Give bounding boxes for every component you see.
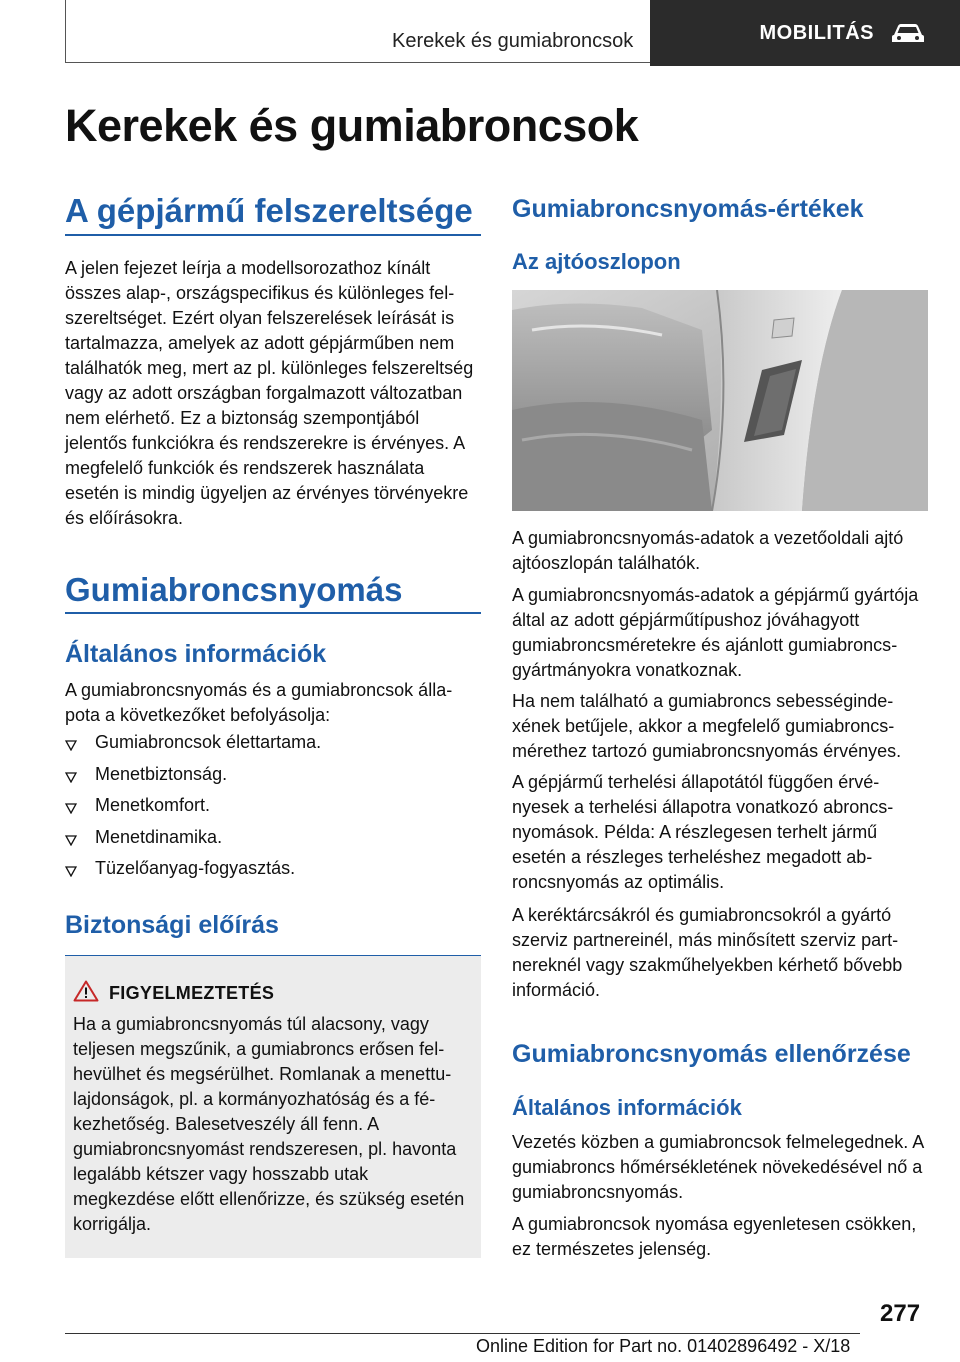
list-item (65, 856, 481, 888)
triangle-bullet-icon (65, 825, 95, 853)
pillar-paragraph-3: Ha nem található a gumiabroncs sebességindexének betűjele, akkor a megfelelő gumiabroncsmérethez tartozó gumiabroncsnyomás érvényes. (512, 691, 902, 761)
footer-rule (65, 1333, 860, 1334)
page-number: 277 (880, 1300, 921, 1327)
triangle-bullet-icon (65, 762, 95, 790)
check-general-heading: Általános információk (512, 1095, 742, 1120)
car-icon (890, 21, 926, 45)
header-left-rule (65, 0, 66, 62)
equipment-heading-rule (65, 234, 481, 236)
warning-title: FIGYELMEZTETÉS (109, 983, 275, 1003)
warning-text: Ha a gumiabroncsnyomás túl alacsony, vagy teljesen megszűnik, a gumiabroncs erősen felhevülhet és megsérülhet. Romlanak a menettulajdonságok, pl. a kormányozhatóság és a fékezhetőség. Balesetveszély áll fenn. A gumiabroncsnyomást rendszeresen, pl. havonta legalább kétszer vagy hosszabb utak megkezdése előtt ellenőrizze, és szükség esetén korrigálja. (73, 1014, 465, 1234)
footer-edition: Online Edition for Part no. 01402896492 - X/18 (476, 1336, 851, 1356)
door-pillar-photo (512, 290, 928, 511)
list-item-text: Gumiabroncsok élettartama. (95, 732, 322, 752)
header-bottom-rule (65, 62, 650, 63)
safety-heading: Biztonsági előírás (65, 911, 279, 939)
general-info-heading: Általános információk (65, 640, 327, 668)
list-item (65, 730, 481, 762)
warning-box (65, 956, 481, 1258)
list-item-text: Menetbiztonság. (95, 763, 228, 784)
equipment-paragraph: A jelen fejezet leírja a modellsorozathoz kínált összes alap-, országspecifikus és különleges felszereltséget. Ezért olyan felszerelések leírását is tartalmazza, amelyek az adott gépjárműben nem találhatók meg, mert az pl. különleges felszereltség vagy az adott országban forgalmazott változatban nem elérhető. Ez a biztonság szempontjából jelentős funkciókra és rendszerekre is érvényes. A megfelelő funkciók és rendszerek használata esetén is mindig ügyeljen az érvényes törvényekre és előírásokra. (65, 258, 474, 528)
pillar-paragraph-1: A gumiabroncsnyomás-adatok a vezetőoldali ajtó ajtóoszlopán találhatók. (512, 528, 904, 573)
pillar-paragraph-2: A gumiabroncsnyomás-adatok a gépjármű gyártója által az adott gépjárműtípushoz jóváhagyott gumiabroncsméretekre és ajánlott gumiabroncsgyártmányokra vonatkoznak. (512, 585, 919, 680)
triangle-bullet-icon (65, 793, 95, 821)
pressure-heading-rule (65, 612, 481, 614)
list-item (65, 762, 481, 794)
list-item (65, 825, 481, 857)
list-item-text: Menetdinamika. (95, 826, 223, 847)
pressure-check-heading: Gumiabroncsnyomás ellenőrzése (512, 1040, 911, 1068)
door-pillar-heading: Az ajtóoszlopon (512, 249, 681, 274)
pressure-values-heading: Gumiabroncsnyomás-értékek (512, 195, 864, 223)
triangle-bullet-icon (65, 856, 95, 884)
warning-title-row (73, 980, 473, 1007)
header-section-badge (650, 0, 960, 66)
header-section-title: Kerekek és gumiabroncsok (392, 30, 634, 52)
warning-triangle-icon (73, 980, 109, 1007)
check-paragraph-2: A gumiabroncsok nyomása egyenletesen csökken, ez természetes jelenség. (512, 1214, 917, 1259)
list-item-text: Tüzelőanyag-fogyasztás. (95, 858, 296, 878)
pillar-paragraph-4: A gépjármű terhelési állapotától függően érvényesek a terhelési állapotra vonatkozó abroncsnyomások. Példa: A részlegesen terhelt jármű esetén a részleges terheléshez megadott abroncsnyomás az optimális. (512, 772, 894, 892)
equipment-heading: A gépjármű felszereltsége (65, 192, 473, 229)
list-item-text: Menetkomfort. (95, 795, 211, 815)
check-paragraph-1: Vezetés közben a gumiabroncsok felmelegednek. A gumiabroncs hőmérsékletének növekedésével nő a gumiabroncsnyomás. (512, 1132, 924, 1202)
chapter-title: Kerekek és gumiabroncsok (65, 100, 639, 151)
pressure-heading: Gumiabroncsnyomás (65, 571, 403, 608)
triangle-bullet-icon (65, 730, 95, 758)
pillar-paragraph-5: A keréktárcsákról és gumiabroncsokról a gyártó szerviz partnereinél, más minősített szerviz partnereknél vagy szakműhelyekben kérhető bővebb információ. (512, 905, 903, 1000)
header-badge-label: MOBILITÁS (759, 21, 874, 44)
general-info-paragraph: A gumiabroncsnyomás és a gumiabroncsok állapota a következőket befolyásolja: (65, 680, 453, 725)
influence-list (65, 730, 481, 888)
list-item (65, 793, 481, 825)
